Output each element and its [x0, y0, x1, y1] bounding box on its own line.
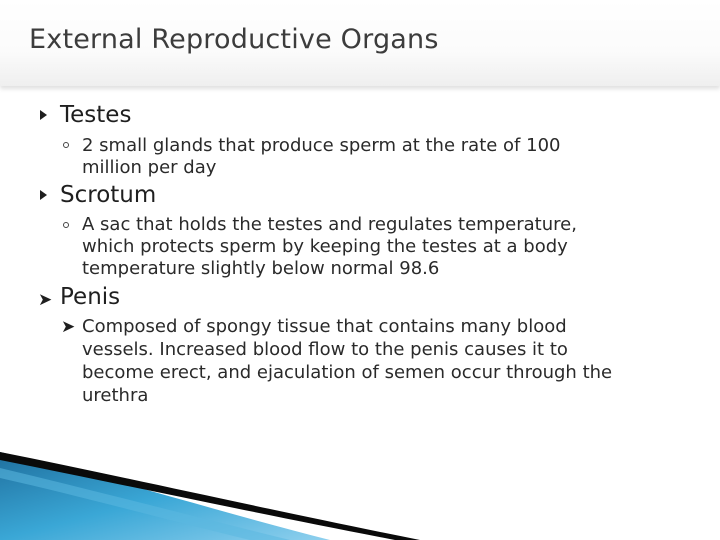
item-sub-line: become erect, and ejaculation of semen occur through the: [82, 362, 613, 383]
chevron-bullet-icon: ➤: [61, 317, 76, 337]
ring-bullet-icon: [63, 142, 69, 148]
item-sub-line: A sac that holds the testes and regulates temperature,: [82, 214, 577, 235]
title-band: [0, 0, 720, 86]
triangle-bullet-icon: [40, 110, 47, 120]
item-sub-line: million per day: [82, 157, 217, 178]
item-sub-line: 2 small glands that produce sperm at the rate of 100: [82, 135, 561, 156]
item-sub-line: temperature slightly below normal 98.6: [82, 258, 440, 279]
item-heading-penis: Penis: [60, 284, 121, 310]
item-sub-line: urethra: [82, 385, 149, 406]
item-sub-line: vessels. Increased blood flow to the penis causes it to: [82, 339, 568, 360]
ring-bullet-icon: [63, 222, 69, 228]
triangle-bullet-icon: [40, 190, 47, 200]
item-sub-line: which protects sperm by keeping the testes at a body: [82, 236, 568, 257]
item-heading-scrotum: Scrotum: [60, 182, 157, 208]
chevron-bullet-icon: ➤: [38, 290, 53, 310]
item-heading-testes: Testes: [60, 102, 132, 128]
item-sub-line: Composed of spongy tissue that contains many blood: [82, 316, 567, 337]
slide-title: External Reproductive Organs: [29, 24, 439, 55]
decorative-swoosh: [0, 440, 720, 540]
